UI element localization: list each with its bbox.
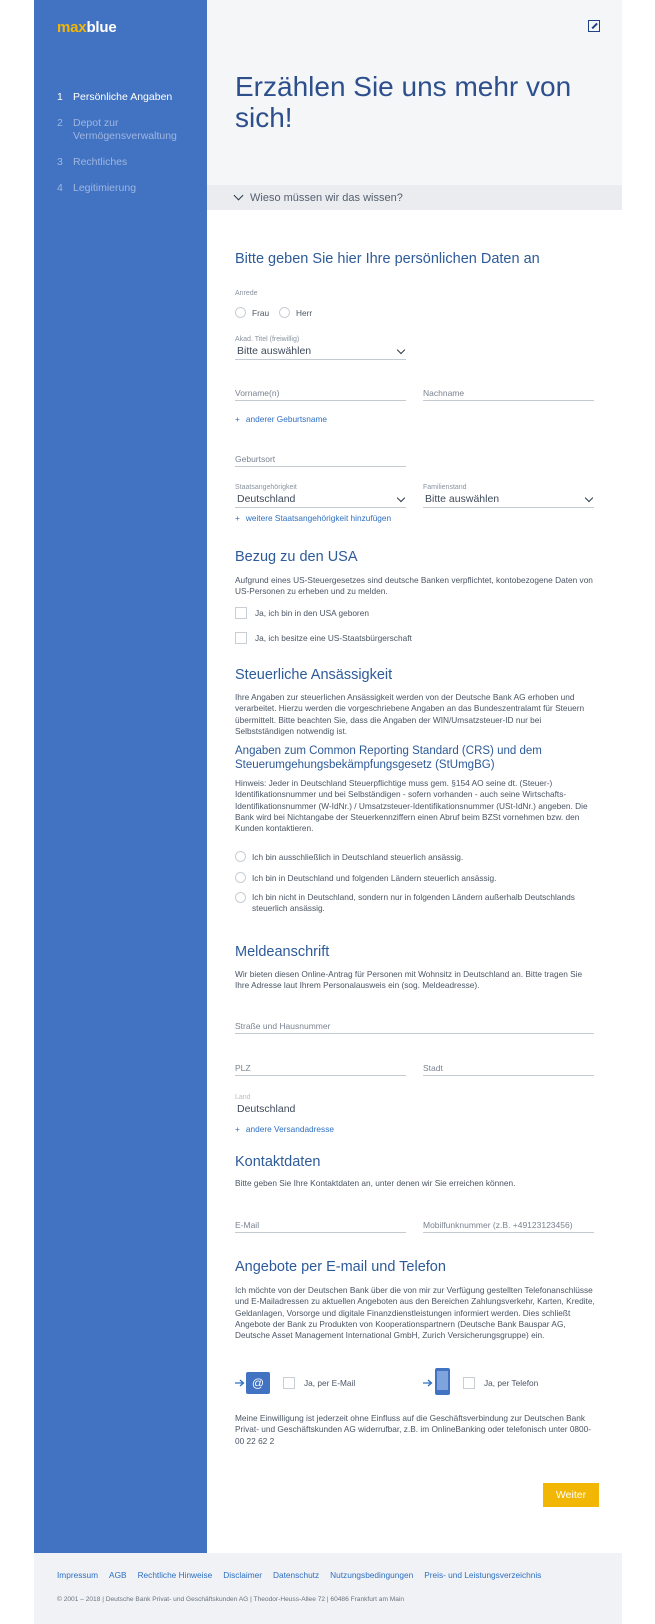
titel-label: Akad. Titel (freiwillig)	[235, 336, 300, 343]
usa-text: Aufgrund eines US-Steuergesetzes sind deutsche Banken verpflichtet, kontobezogene Daten von US-Personen zu erheben und zu melden.	[235, 575, 593, 597]
footer-link-datenschutz[interactable]: Datenschutz	[273, 1570, 320, 1580]
email-icon	[246, 1372, 270, 1394]
address-text: Wir bieten diesen Online-Antrag für Personen mit Wohnsitz in Deutschland an. Bitte tragen Sie Ihre Adresse laut Ihrem Personalausweis ein (sog. Meldeadresse).	[235, 969, 583, 991]
footer	[34, 1553, 622, 1624]
radio-icon[interactable]	[235, 892, 246, 903]
section-heading-offers: Angebote per E-mail und Telefon	[235, 1259, 446, 1275]
hero-section	[207, 0, 622, 210]
add-geburtsname-link[interactable]	[235, 414, 327, 424]
mobile-placeholder: Mobilfunknummer (z.B. +49123123456)	[423, 1220, 573, 1230]
street-placeholder: Straße und Hausnummer	[235, 1021, 331, 1031]
checkbox-icon[interactable]	[235, 632, 247, 644]
footer-link-preisverzeichnis[interactable]: Preis- und Leistungsverzeichnis	[424, 1570, 542, 1580]
offer-phone-label: Ja, per Telefon	[484, 1378, 539, 1388]
tax-radio-germany-and-others[interactable]	[235, 872, 496, 883]
radio-icon[interactable]	[235, 851, 246, 862]
add-versandadresse-label: andere Versandadresse	[245, 1124, 334, 1134]
tax-radio-germany-and-others-label: Ich bin in Deutschland und folgenden Ländern steuerlich ansässig.	[252, 872, 497, 883]
stadt-input[interactable]	[423, 1060, 594, 1076]
plz-input[interactable]	[235, 1060, 406, 1076]
step-depot	[57, 117, 197, 143]
geburtsort-placeholder: Geburtsort	[235, 454, 276, 464]
contact-text: Bitte geben Sie Ihre Kontaktdaten an, unter denen wir Sie erreichen können.	[235, 1178, 516, 1188]
staat-select-value: Deutschland	[237, 493, 296, 505]
step-label: Rechtliches	[73, 156, 128, 168]
chevron-down-icon	[585, 494, 593, 502]
plus-icon: +	[235, 414, 240, 424]
tax-radio-germany-only-label: Ich bin ausschließlich in Deutschland steuerlich ansässig.	[252, 851, 464, 862]
footer-copyright: © 2001 – 2018 | Deutsche Bank Privat- und Geschäftskunden AG | Theodor-Heuss-Allee 72 | 60486 Frankfurt am Main	[57, 1596, 405, 1603]
arrow-right-icon	[423, 1379, 433, 1387]
phone-screen	[437, 1371, 448, 1390]
email-input[interactable]	[235, 1217, 406, 1233]
logo-max: max	[57, 19, 87, 36]
anrede-radio-frau[interactable]	[235, 307, 269, 318]
offer-email-checkbox[interactable]	[283, 1377, 355, 1389]
land-value: Deutschland	[237, 1103, 296, 1115]
add-staatsangehoerigkeit-link[interactable]	[235, 513, 391, 523]
titel-select-value: Bitte auswählen	[237, 345, 312, 357]
tax-radio-germany-only[interactable]	[235, 851, 463, 862]
progress-steps	[57, 91, 197, 208]
plus-icon: +	[235, 513, 240, 523]
staat-select[interactable]	[235, 492, 406, 508]
familienstand-select[interactable]	[423, 492, 594, 508]
crs-text: Hinweis: Jeder in Deutschland Steuerpflichtige muss gem. §154 AO seine dt. (Steuer-) Identifikationsnummer und bei Selbständigen - sofern vorhanden - auch seine Wirtschafts-Identifikationsnummer (W-IdNr.) / Umsatzsteuer-Identifikationsnummer (USt-IdNr.) angeben. Die Bank wird bei Nichtangabe der Steuerkennziffern einen Abruf beim BZSt vornehmen bzw. den Kunden kontaktieren.	[235, 778, 588, 834]
checkbox-icon[interactable]	[235, 607, 247, 619]
maxblue-logo[interactable]	[57, 19, 116, 36]
frau-label: Frau	[252, 307, 270, 318]
chevron-down-icon	[397, 494, 405, 502]
crs-heading: Angaben zum Common Reporting Standard (CRS) und dem Steuerumgehungsbekämpfungsgesetz (StUmgBG)	[235, 745, 542, 771]
sidebar	[34, 0, 207, 1553]
offer-email-label: Ja, per E-Mail	[304, 1378, 356, 1388]
add-staatsangehoerigkeit-label: weitere Staatsangehörigkeit hinzufügen	[245, 513, 392, 523]
usa-born-label: Ja, ich bin in den USA geboren	[255, 608, 369, 618]
tax-text: Ihre Angaben zur steuerlichen Ansässigkeit werden von der Deutsche Bank AG erhoben und verarbeitet. Hierzu werden die vorgeschriebene Angaben an das Bundeszentralamt für Steuern übermittelt. Bitte beachten Sie, dass die Angaben der WIN/Umsatzsteuer-ID nur bei Selbstständigen notwendig ist.	[235, 692, 585, 736]
step-label: Legitimierung	[73, 182, 137, 194]
nachname-input[interactable]	[423, 385, 594, 401]
step-number: 4	[57, 182, 63, 194]
weiter-button[interactable]: Weiter	[543, 1483, 599, 1507]
anrede-label: Anrede	[235, 290, 258, 297]
vorname-input[interactable]	[235, 385, 406, 401]
deutsche-bank-logo-icon[interactable]	[588, 20, 600, 32]
email-icon-glyph: @	[251, 1376, 265, 1390]
step-legitimierung	[57, 182, 197, 195]
footer-link-nutzungsbedingungen[interactable]: Nutzungsbedingungen	[330, 1570, 414, 1580]
vorname-placeholder: Vorname(n)	[235, 388, 280, 398]
radio-icon[interactable]	[279, 307, 290, 318]
nachname-placeholder: Nachname	[423, 388, 465, 398]
usa-born-checkbox[interactable]	[235, 607, 369, 619]
page-title: Erzählen Sie uns mehr von sich!	[235, 71, 572, 133]
usa-citizen-checkbox[interactable]	[235, 632, 412, 644]
checkbox-icon[interactable]	[283, 1377, 295, 1389]
staat-label: Staatsangehörigkeit	[235, 484, 297, 491]
usa-citizen-label: Ja, ich besitze eine US-Staatsbürgerschaft	[255, 633, 412, 643]
footer-link-impressum[interactable]: Impressum	[57, 1570, 99, 1580]
radio-icon[interactable]	[235, 872, 246, 883]
land-label: Land	[235, 1094, 251, 1101]
stadt-placeholder: Stadt	[423, 1063, 443, 1073]
mobile-input[interactable]	[423, 1217, 594, 1233]
herr-label: Herr	[296, 307, 313, 318]
plus-icon: +	[235, 1124, 240, 1134]
geburtsort-input[interactable]	[235, 451, 406, 467]
chevron-down-icon	[234, 191, 244, 201]
section-heading-contact: Kontaktdaten	[235, 1154, 321, 1170]
step-number: 2	[57, 117, 63, 129]
footer-link-disclaimer[interactable]: Disclaimer	[223, 1570, 263, 1580]
phone-icon	[435, 1368, 450, 1395]
chevron-down-icon	[397, 346, 405, 354]
section-heading-personal: Bitte geben Sie hier Ihre persönlichen Daten an	[235, 251, 540, 267]
plz-placeholder: PLZ	[235, 1063, 251, 1073]
arrow-right-icon	[235, 1379, 245, 1387]
tax-radio-not-germany[interactable]	[235, 892, 595, 915]
step-label: Depot zur Vermögensverwaltung	[73, 117, 177, 142]
why-accordion-label: Wieso müssen wir das wissen?	[250, 191, 403, 204]
revoke-text: Meine Einwilligung ist jederzeit ohne Einfluss auf die Geschäftsverbindung zur Deutschen Bank Privat- und Geschäftskunden AG widerrufbar, z.B. im OnlineBanking oder telefonisch unter 0800-00 22 62 2	[235, 1413, 592, 1446]
offers-text: Ich möchte von der Deutschen Bank über die von mir zur Verfügung gestellten Telefonanschlüsse und E-Mailadressen zu aktuellen Angeboten aus den Bereichen Zahlungsverkehr, Karten, Kredite, Geldanlagen, Vorsorge und digitale Finanzdienstleistungen informiert werden. Dies schließt Angebote der Bank zu Produkten von Kooperationspartnern (Deutsche Bank Bauspar AG, Deutsche Asset Management International GmbH, Zurich Versicherungsgruppe) ein.	[235, 1285, 595, 1341]
why-accordion[interactable]	[207, 185, 622, 210]
add-versandadresse-link[interactable]	[235, 1124, 334, 1134]
footer-link-rechtliche-hinweise[interactable]: Rechtliche Hinweise	[137, 1570, 213, 1580]
footer-links	[57, 1570, 541, 1580]
step-label: Persönliche Angaben	[73, 91, 173, 103]
footer-link-agb[interactable]: AGB	[109, 1570, 127, 1580]
step-rechtliches	[57, 156, 197, 169]
offer-phone-checkbox[interactable]	[463, 1377, 538, 1389]
section-heading-tax: Steuerliche Ansässigkeit	[235, 667, 393, 683]
email-placeholder: E-Mail	[235, 1220, 260, 1230]
anrede-radio-herr[interactable]	[279, 307, 312, 318]
radio-icon[interactable]	[235, 307, 246, 318]
street-input[interactable]	[235, 1018, 594, 1034]
step-number: 3	[57, 156, 63, 168]
tax-radio-not-germany-label: Ich bin nicht in Deutschland, sondern nur in folgenden Ländern außerhalb Deutschlands steuerlich ansässig.	[252, 892, 575, 914]
step-persoenliche-angaben	[57, 91, 197, 104]
step-number: 1	[57, 91, 63, 103]
add-geburtsname-label: anderer Geburtsname	[245, 414, 328, 424]
checkbox-icon[interactable]	[463, 1377, 475, 1389]
logo-blue: blue	[86, 19, 117, 36]
familienstand-label: Familienstand	[423, 484, 467, 491]
section-heading-address: Meldeanschrift	[235, 944, 330, 960]
section-heading-usa: Bezug zu den USA	[235, 549, 358, 565]
familienstand-select-value: Bitte auswählen	[425, 493, 500, 505]
titel-select[interactable]	[235, 344, 406, 360]
